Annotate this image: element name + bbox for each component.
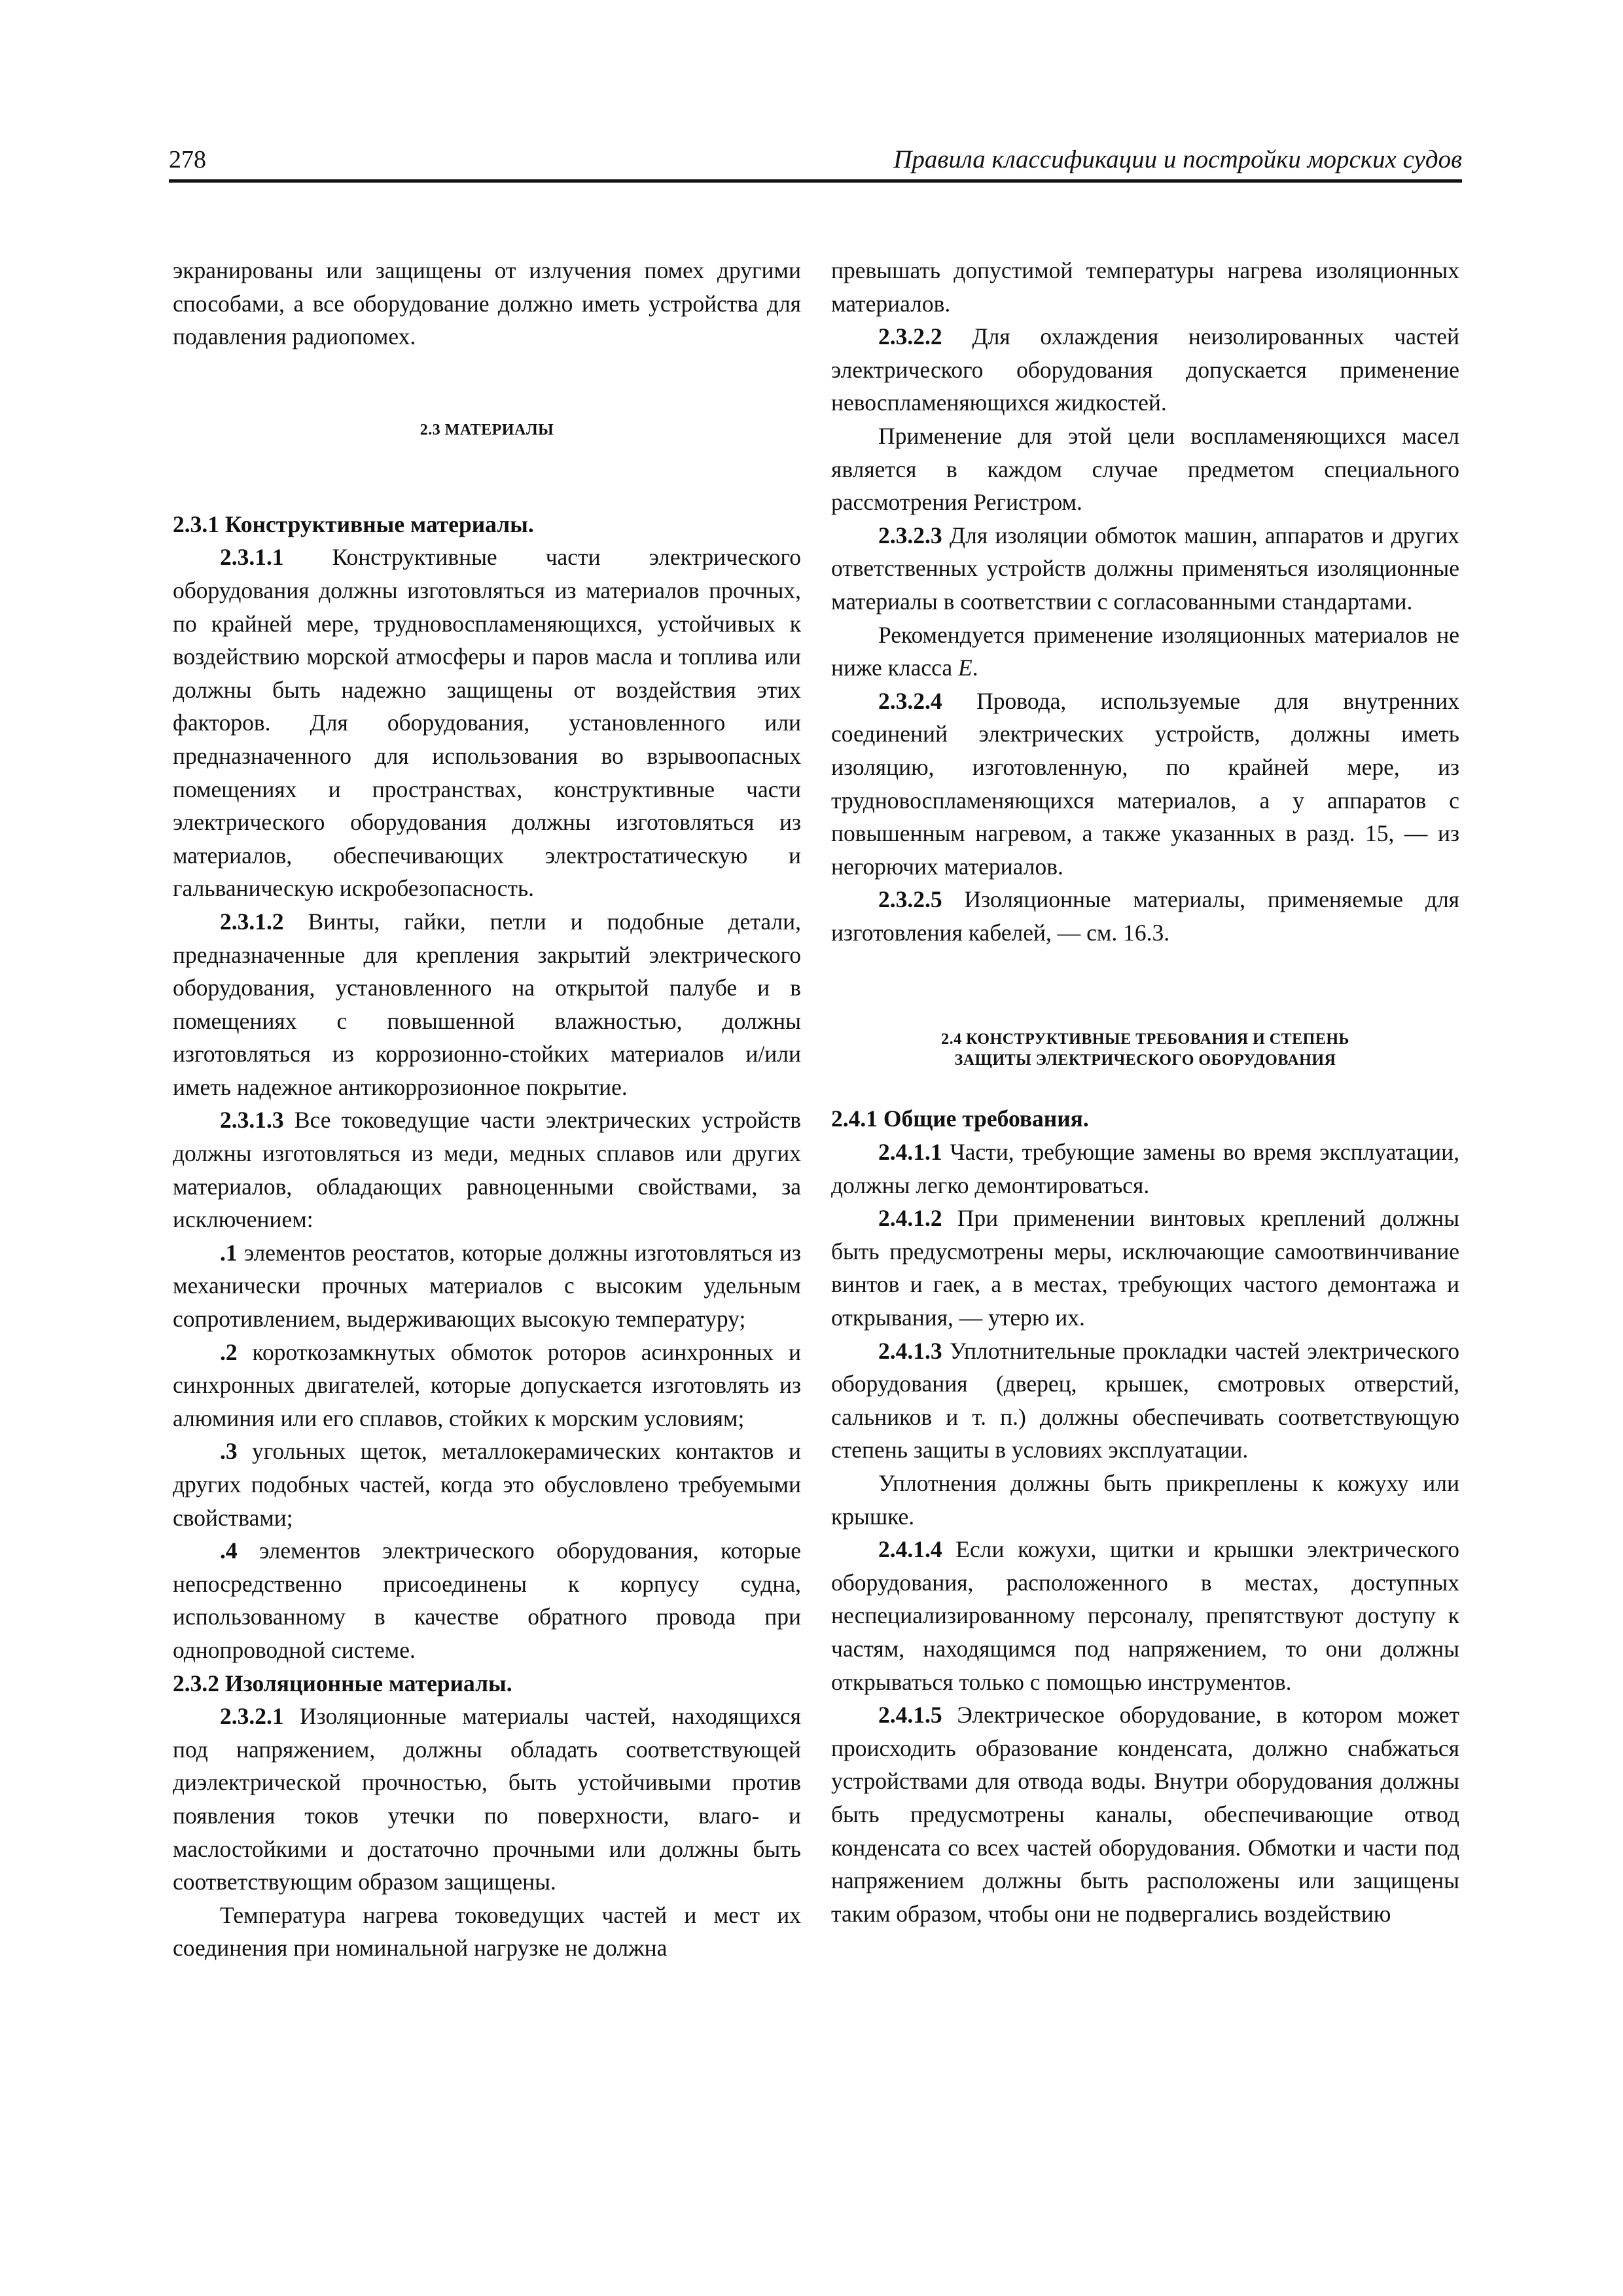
item-number: .1 [220,1239,238,1266]
paragraph-2-3-1-3 [173,1103,801,1236]
section-heading-line: 2.4 КОНСТРУКТИВНЫЕ ТРЕБОВАНИЯ И СТЕПЕНЬ [941,1031,1349,1049]
list-item-4 [173,1534,801,1666]
clause-text: Провода, используемые для внутренних соединений электрических устройств, должны иметь изоляцию, изготовленную, по крайней мере, из трудновоспламеняющихся материалов, а у аппаратов с повышенным нагревом, а также указанных в разд. 15, — из негорючих материалов. [831,687,1459,880]
paragraph-2-3-2-5 [831,883,1459,949]
clause-text: Для изоляции обмоток машин, аппаратов и других ответственных устройств должны применяться изоляционные материалы в соответствии с согласованными стандартами. [831,522,1459,615]
paragraph [831,619,1459,685]
clause-number: 2.4.1.5 [878,1702,942,1729]
section-heading-2-3: 2.3 МАТЕРИАЛЫ [419,421,554,439]
item-text: элементов электрического оборудования, которые непосредственно присоединены к корпусу судна, использованному в качестве обратного провода при однопроводной системе. [173,1537,801,1663]
page-header [169,145,1462,183]
clause-text: Все токоведущие части электрических устройств должны изготовляться из меди, медных сплавов или других материалов, обладающих равноценными свойствами, за исключением: [173,1107,801,1233]
item-number: .3 [220,1438,238,1465]
clause-text: Изоляционные материалы частей, находящихся под напряжением, должны обладать соответствующей диэлектрической прочностью, быть устойчивыми против появления токов утечки по поверхности, влаго- и маслостойкими и достаточно прочными или должны быть соответствующим образом защищены. [173,1703,801,1895]
list-item-2 [173,1336,801,1435]
list-item-1 [173,1236,801,1336]
clause-text: Винты, гайки, петли и подобные детали, предназначенные для крепления закрытий электрического оборудования, установленного на открытой палубе и в помещениях с повышенной влажностью, должны изготовляться из коррозионно-стойких материалов и/или иметь надежное антикоррозионное покрытие. [173,908,801,1100]
paragraph-2-3-2-4 [831,685,1459,884]
paragraph-2-4-1-1 [831,1136,1459,1202]
section-heading-2-4 [831,1029,1459,1071]
clause-number: 2.3.1.1 [220,544,284,571]
item-text: элементов реостатов, которые должны изготовляться из механически прочных материалов с высоким удельным сопротивлением, выдерживающих высокую температуру; [173,1239,801,1333]
insulation-class: E [958,655,972,681]
paragraph: экранированы или защищены от излучения помех другими способами, а все оборудование должно иметь устройства для подавления радиопомех. [173,257,801,350]
left-column [173,254,801,1965]
clause-text: Если кожухи, щитки и крышки электрического оборудования, расположенного в местах, доступных неспециализированному персоналу, препятствуют доступу к частям, находящимся под напряжением, то они должны открываться только с помощью инструментов. [831,1536,1459,1695]
running-title: Правила классификации и постройки морских судов [893,145,1462,173]
clause-text: Уплотнительные прокладки частей электрического оборудования (дверец, крышек, смотровых отверстий, сальников и т. п.) должны обеспечивать соответствующую степень защиты в условиях эксплуатации. [831,1337,1459,1463]
paragraph-2-3-2-3 [831,519,1459,619]
clause-number: 2.3.1.3 [220,1107,284,1134]
item-text: короткозамкнутых обмоток роторов асинхронных и синхронных двигателей, которые допускается изготовлять из алюминия или его сплавов, стойких к морским условиям; [173,1338,801,1431]
paragraph-2-4-1-3 [831,1335,1459,1467]
clause-text: При применении винтовых креплений должны быть предусмотрены меры, исключающие самоотвинчивание винтов и гаек, а в местах, требующих частого демонтажа и открывания, — утерю их. [831,1205,1459,1331]
list-item-3 [173,1435,801,1534]
clause-text: Конструктивные части электрического оборудования должны изготовляться из материалов прочных, по крайней мере, трудновоспламеняющихся, устойчивых к воздействию морской атмосферы и паров масла и топлива или должны быть надежно защищены от воздействия этих факторов. Для оборудования, установленного или предназначенного для использования во взрывоопасных помещениях и пространствах, конструктивные части электрического оборудования должны изготовляться из материалов, обеспечивающих электростатическую и гальваническую искробезопасность. [173,544,801,902]
clause-text: Электрическое оборудование, в котором может происходить образование конденсата, должно снабжаться устройствами для отвода воды. Внутри оборудования должны быть предусмотрены каналы, обеспечивающие отвод конденсата со всех частей оборудования. Обмотки и части под напряжением должны быть расположены или защищены таким образом, чтобы они не подвергались воздействию [831,1702,1459,1927]
clause-text: Изоляционные материалы, применяемые для изготовления кабелей, — см. 16.3. [831,886,1459,946]
subsection-heading-2-3-2: 2.3.2 Изоляционные материалы. [173,1670,512,1696]
clause-number: 2.3.2.4 [878,687,942,714]
clause-text: Для охлаждения неизолированных частей электрического оборудования допускается применение невоспламеняющихся жидкостей. [831,323,1459,416]
subsection-heading-2-3-1: 2.3.1 Конструктивные материалы. [173,511,534,537]
clause-number: 2.3.1.2 [220,908,284,935]
paragraph-2-4-1-5 [831,1698,1459,1930]
clause-text: Части, требующие замены во время эксплуатации, должны легко демонтироваться. [831,1139,1459,1198]
right-column [831,254,1459,1930]
item-text: угольных щеток, металлокерамических контактов и других подобных частей, когда это обусловлено требуемыми свойствами; [173,1438,801,1531]
paragraph-2-4-1-4 [831,1533,1459,1698]
clause-number: 2.4.1.4 [878,1536,942,1563]
paragraph-2-3-2-2 [831,320,1459,420]
clause-number: 2.3.2.2 [878,323,942,350]
clause-number: 2.4.1.1 [878,1139,942,1166]
page-number: 278 [169,146,206,173]
paragraph-2-3-1-1 [173,541,801,905]
clause-number: 2.4.1.3 [878,1337,942,1364]
paragraph-2-3-2-1 [173,1700,801,1899]
paragraph-text: Рекомендуется применение изоляционных материалов не ниже класса [831,621,1459,681]
item-number: .4 [220,1537,238,1564]
item-number: .2 [220,1338,238,1365]
paragraph: Температура нагрева токоведущих частей и мест их соединения при номинальной нагрузке не должна [173,1901,801,1962]
paragraph-2-3-1-2 [173,905,801,1104]
section-heading-line: ЗАЩИТЫ ЭЛЕКТРИЧЕСКОГО ОБОРУДОВАНИЯ [954,1052,1336,1069]
paragraph-text: . [972,655,978,681]
paragraph: превышать допустимой температуры нагрева изоляционных материалов. [831,257,1459,317]
clause-number: 2.4.1.2 [878,1205,942,1232]
clause-number: 2.3.2.1 [220,1703,284,1730]
paragraph: Применение для этой цели воспламеняющихся масел является в каждом случае предметом специального рассмотрения Регистром. [831,422,1459,516]
paragraph: Уплотнения должны быть прикреплены к кожуху или крышке. [831,1470,1459,1530]
clause-number: 2.3.2.3 [878,522,942,548]
subsection-heading-2-4-1: 2.4.1 Общие требования. [831,1105,1089,1132]
clause-number: 2.3.2.5 [878,886,942,913]
paragraph-2-4-1-2 [831,1202,1459,1334]
